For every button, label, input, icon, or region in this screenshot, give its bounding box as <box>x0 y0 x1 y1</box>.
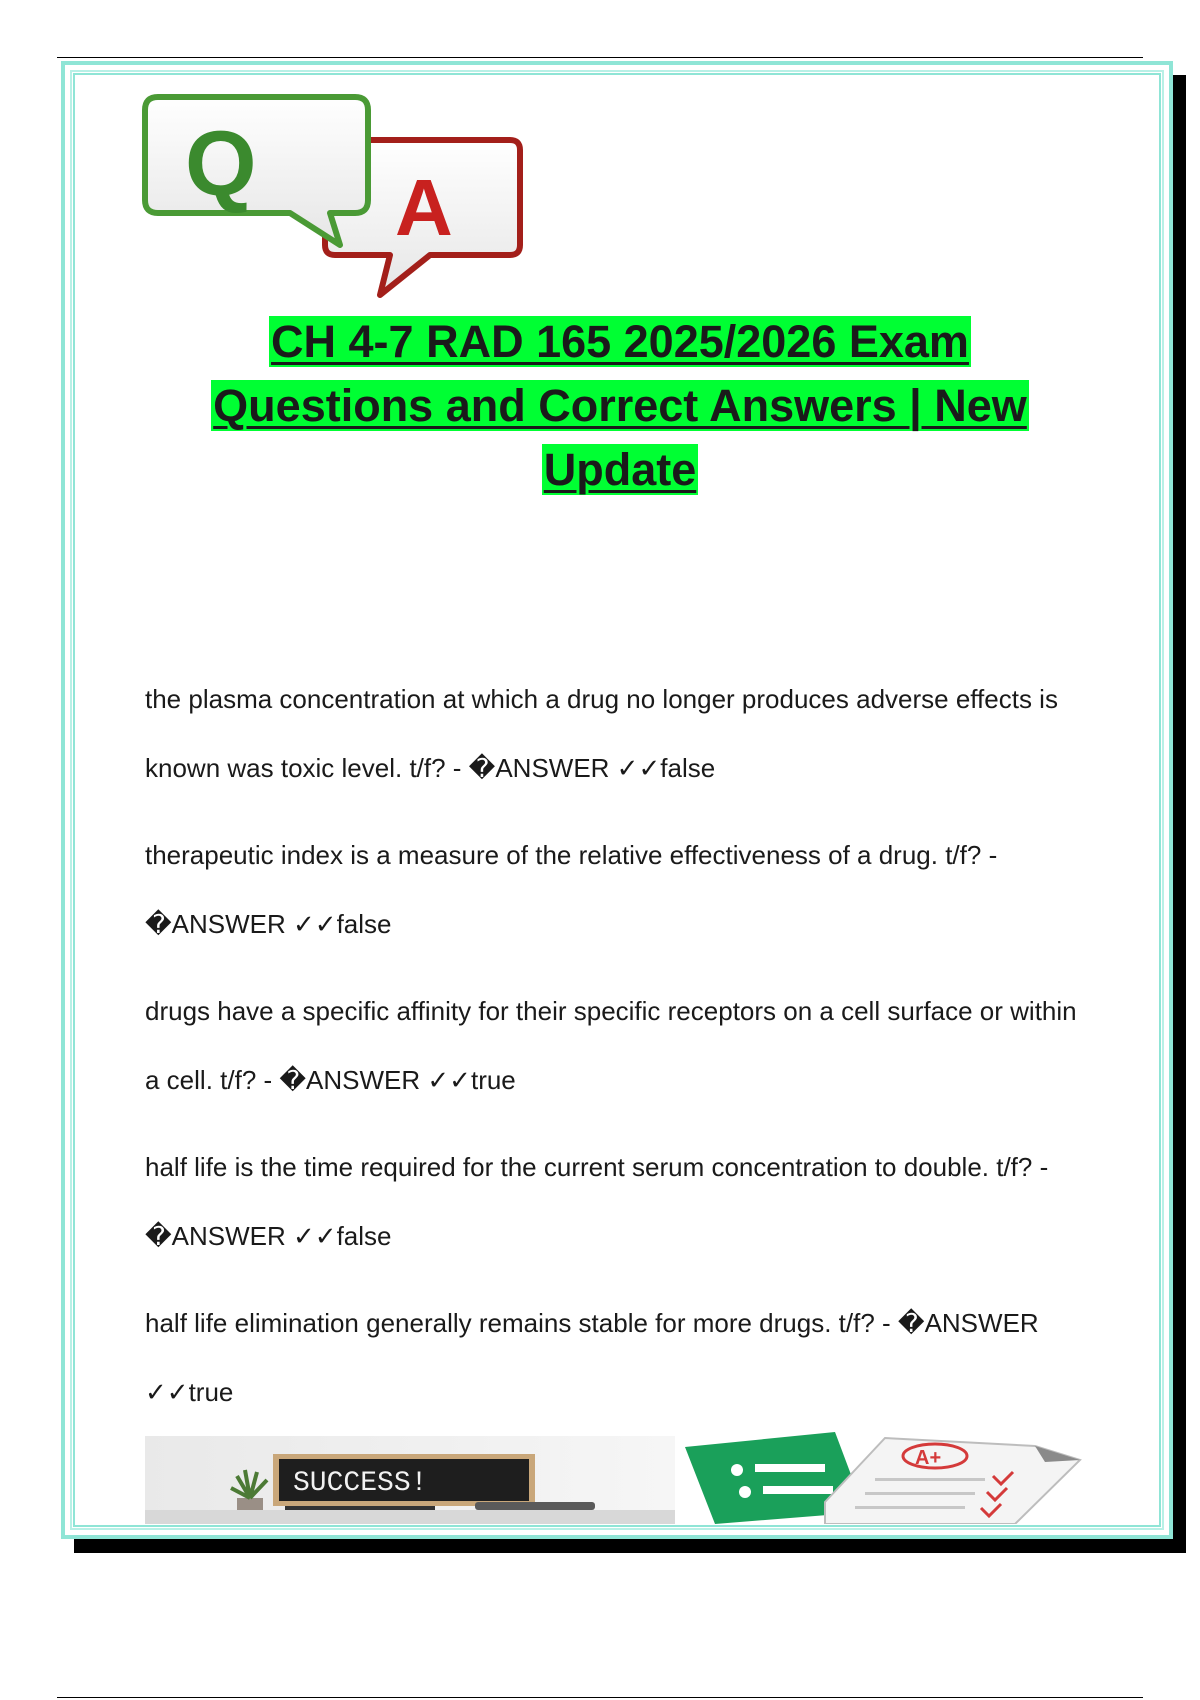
title-line-2: Questions and Correct Answers | New <box>213 380 1027 431</box>
question-text: drugs have a specific affinity for their specific receptors on a cell surface or within a cell. t/f? <box>145 996 1077 1095</box>
answer-text: false <box>660 753 716 783</box>
title-line-1: CH 4-7 RAD 165 2025/2026 Exam <box>271 316 969 367</box>
grade-text: A+ <box>915 1447 942 1469</box>
a-letter: A <box>395 163 453 252</box>
answer-marker: - �ANSWER ✓✓ <box>145 1152 1049 1251</box>
qa-item <box>145 1133 1090 1271</box>
q-letter: Q <box>185 113 257 215</box>
question-text: the plasma concentration at which a drug no longer produces adverse effects is known was toxic level. t/f? <box>145 684 1058 783</box>
page-title <box>140 310 1100 502</box>
success-sign-text: SUCCESS! <box>293 1468 428 1499</box>
answer-marker: - �ANSWER ✓✓ <box>445 753 661 783</box>
qa-logo-icon <box>140 85 540 315</box>
question-text: half life is the time required for the current serum concentration to double. t/f? <box>145 1152 1033 1182</box>
title-line-3: Update <box>543 444 697 495</box>
answer-text: false <box>336 909 392 939</box>
qa-list <box>145 665 1090 1445</box>
chalkboard-icon <box>273 1454 535 1506</box>
answer-marker: - �ANSWER ✓✓ <box>145 840 998 939</box>
q-bubble <box>145 97 368 245</box>
graded-document-image <box>675 1432 1090 1524</box>
bottom-rule <box>57 1697 1143 1698</box>
graded-paper-icon <box>825 1438 1080 1524</box>
qa-item <box>145 1289 1090 1427</box>
qa-item <box>145 665 1090 803</box>
answer-text: true <box>188 1377 234 1407</box>
qa-item <box>145 821 1090 959</box>
question-text: therapeutic index is a measure of the relative effectiveness of a drug. t/f? <box>145 840 982 870</box>
answer-text: true <box>470 1065 516 1095</box>
qa-item <box>145 977 1090 1115</box>
answer-marker: - �ANSWER ✓✓ <box>145 1308 1039 1407</box>
success-banner-image <box>145 1436 675 1524</box>
answer-marker: - �ANSWER ✓✓ <box>256 1065 471 1095</box>
answer-text: false <box>336 1221 392 1251</box>
question-text: half life elimination generally remains stable for more drugs. t/f? <box>145 1308 875 1338</box>
top-rule <box>57 57 1143 58</box>
